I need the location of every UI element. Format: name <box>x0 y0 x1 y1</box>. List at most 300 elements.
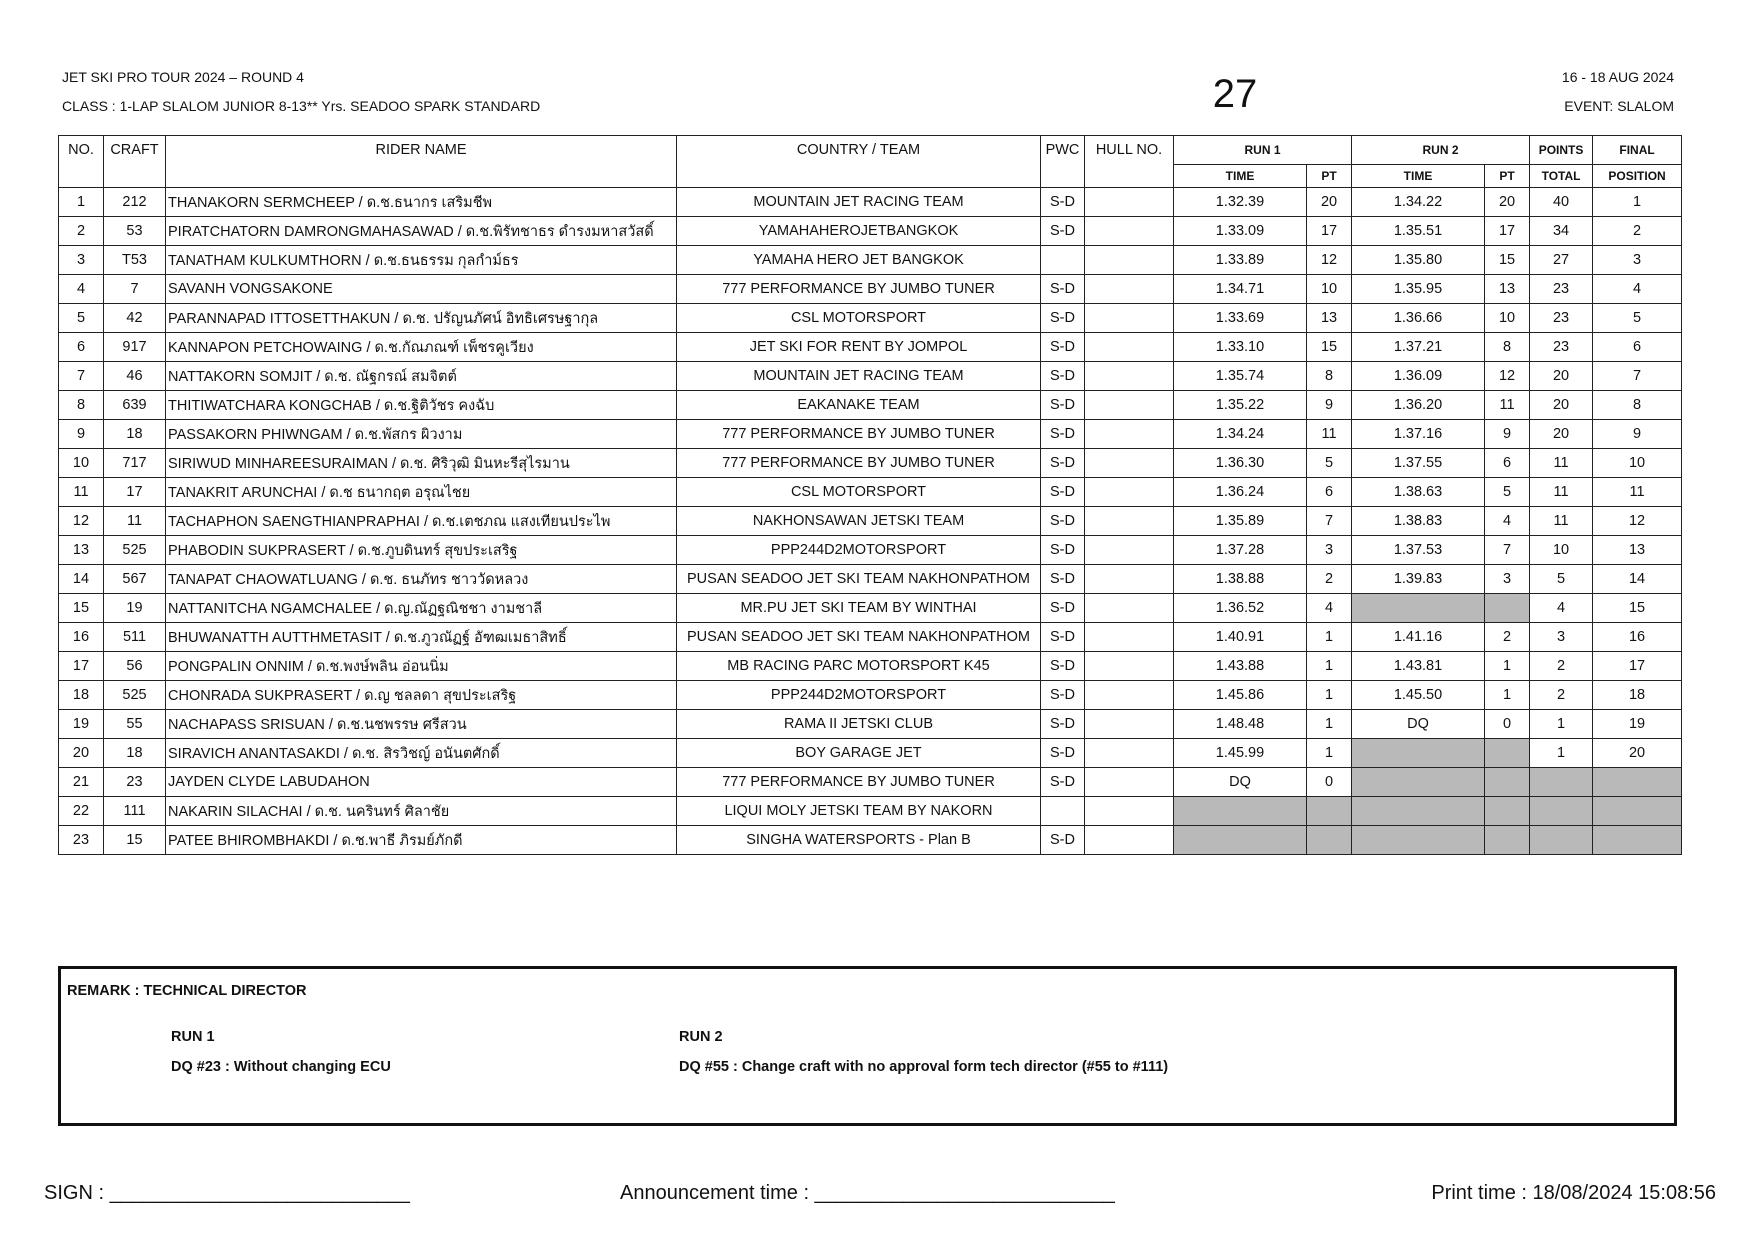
cell-hull-no <box>1085 710 1174 739</box>
cell-run1-pt: 1 <box>1307 623 1352 652</box>
cell-pwc: S-D <box>1041 304 1085 333</box>
cell-run1-time: 1.33.89 <box>1174 246 1307 275</box>
header-final-position: POSITION <box>1593 165 1682 188</box>
cell-run1-pt: 10 <box>1307 275 1352 304</box>
cell-points-total: 11 <box>1530 478 1593 507</box>
page-number: 27 <box>1212 72 1258 116</box>
cell-run1-time: 1.40.91 <box>1174 623 1307 652</box>
header-final: FINAL <box>1593 136 1682 165</box>
cell-pwc: S-D <box>1041 594 1085 623</box>
table-row <box>59 768 1682 797</box>
cell-run2-time <box>1352 739 1485 768</box>
table-row <box>59 594 1682 623</box>
cell-hull-no <box>1085 304 1174 333</box>
cell-run2-pt: 15 <box>1485 246 1530 275</box>
cell-run2-time: 1.38.63 <box>1352 478 1485 507</box>
cell-no: 6 <box>59 333 104 362</box>
header-country-team: COUNTRY / TEAM <box>677 136 1041 188</box>
cell-hull-no <box>1085 797 1174 826</box>
cell-hull-no <box>1085 681 1174 710</box>
table-row <box>59 478 1682 507</box>
cell-points-total <box>1530 797 1593 826</box>
cell-run2-time: 1.43.81 <box>1352 652 1485 681</box>
cell-hull-no <box>1085 594 1174 623</box>
cell-run1-pt: 20 <box>1307 188 1352 217</box>
cell-run1-pt: 1 <box>1307 710 1352 739</box>
cell-rider-name: PONGPALIN ONNIM / ด.ช.พงษ์พลิน อ่อนนิ่ม <box>166 652 677 681</box>
cell-craft: 18 <box>104 739 166 768</box>
cell-hull-no <box>1085 362 1174 391</box>
cell-run1-pt: 9 <box>1307 391 1352 420</box>
cell-run2-pt: 3 <box>1485 565 1530 594</box>
cell-hull-no <box>1085 449 1174 478</box>
remark-run1-text: DQ #23 : Without changing ECU <box>171 1059 391 1075</box>
table-row <box>59 623 1682 652</box>
cell-craft: 17 <box>104 478 166 507</box>
table-row <box>59 362 1682 391</box>
cell-run1-time: 1.32.39 <box>1174 188 1307 217</box>
cell-run1-time: 1.38.88 <box>1174 565 1307 594</box>
cell-craft: 15 <box>104 826 166 855</box>
cell-no: 11 <box>59 478 104 507</box>
cell-rider-name: TACHAPHON SAENGTHIANPRAPHAI / ด.ช.เตชภณ แสงเทียนประไพ <box>166 507 677 536</box>
cell-run1-time: 1.36.52 <box>1174 594 1307 623</box>
cell-craft: 53 <box>104 217 166 246</box>
header-hull-no: HULL NO. <box>1085 136 1174 188</box>
cell-craft: 7 <box>104 275 166 304</box>
table-row <box>59 710 1682 739</box>
table-row <box>59 188 1682 217</box>
cell-rider-name: TANAPAT CHAOWATLUANG / ด.ช. ธนภัทร ชาววัดหลวง <box>166 565 677 594</box>
table-row <box>59 536 1682 565</box>
cell-no: 14 <box>59 565 104 594</box>
cell-team: 777 PERFORMANCE BY JUMBO TUNER <box>677 449 1041 478</box>
cell-points-total: 27 <box>1530 246 1593 275</box>
cell-team: RAMA II JETSKI CLUB <box>677 710 1041 739</box>
cell-run1-time: 1.35.22 <box>1174 391 1307 420</box>
cell-no: 18 <box>59 681 104 710</box>
announcement-line: Announcement time : ___________________________ <box>620 1182 1115 1204</box>
cell-no: 17 <box>59 652 104 681</box>
cell-team: JET SKI FOR RENT BY JOMPOL <box>677 333 1041 362</box>
cell-points-total <box>1530 826 1593 855</box>
cell-rider-name: SIRIWUD MINHAREESURAIMAN / ด.ช. ศิริวุฒิ มินหะรีสุไรมาน <box>166 449 677 478</box>
cell-rider-name: THANAKORN SERMCHEEP / ด.ช.ธนากร เสริมชีพ <box>166 188 677 217</box>
cell-no: 12 <box>59 507 104 536</box>
cell-craft: 56 <box>104 652 166 681</box>
cell-run2-pt: 8 <box>1485 333 1530 362</box>
cell-run2-time: 1.36.20 <box>1352 391 1485 420</box>
cell-run2-time: 1.37.16 <box>1352 420 1485 449</box>
table-row <box>59 217 1682 246</box>
header-rider-name: RIDER NAME <box>166 136 677 188</box>
cell-run2-pt: 4 <box>1485 507 1530 536</box>
cell-hull-no <box>1085 826 1174 855</box>
cell-run2-pt: 17 <box>1485 217 1530 246</box>
cell-team: YAMAHAHEROJETBANGKOK <box>677 217 1041 246</box>
cell-run1-time <box>1174 797 1307 826</box>
cell-run1-pt: 0 <box>1307 768 1352 797</box>
cell-hull-no <box>1085 623 1174 652</box>
cell-run1-time: 1.45.86 <box>1174 681 1307 710</box>
cell-points-total: 23 <box>1530 333 1593 362</box>
event-title: JET SKI PRO TOUR 2024 – ROUND 4 <box>62 69 304 85</box>
cell-no: 1 <box>59 188 104 217</box>
cell-craft: 55 <box>104 710 166 739</box>
cell-team: PUSAN SEADOO JET SKI TEAM NAKHONPATHOM <box>677 623 1041 652</box>
cell-team: MB RACING PARC MOTORSPORT K45 <box>677 652 1041 681</box>
cell-craft: 42 <box>104 304 166 333</box>
cell-no: 20 <box>59 739 104 768</box>
event-dates: 16 - 18 AUG 2024 <box>1561 69 1674 85</box>
cell-rider-name: SIRAVICH ANANTASAKDI / ด.ช. สิรวิชญ์ อนันตศักดิ์ <box>166 739 677 768</box>
cell-run1-pt: 1 <box>1307 739 1352 768</box>
cell-pwc <box>1041 246 1085 275</box>
cell-run2-time: 1.37.21 <box>1352 333 1485 362</box>
cell-run2-pt <box>1485 739 1530 768</box>
cell-rider-name: PIRATCHATORN DAMRONGMAHASAWAD / ด.ช.พิรัทชาธร ดำรงมหาสวัสดิ์ <box>166 217 677 246</box>
cell-run2-time: 1.35.51 <box>1352 217 1485 246</box>
cell-run1-time: 1.36.24 <box>1174 478 1307 507</box>
table-row <box>59 826 1682 855</box>
cell-run1-time: 1.34.71 <box>1174 275 1307 304</box>
cell-run2-time: DQ <box>1352 710 1485 739</box>
cell-pwc: S-D <box>1041 217 1085 246</box>
cell-no: 19 <box>59 710 104 739</box>
table-row <box>59 797 1682 826</box>
class-line: CLASS : 1-LAP SLALOM JUNIOR 8-13** Yrs. SEADOO SPARK STANDARD <box>62 98 541 114</box>
sign-line: SIGN : ___________________________ <box>44 1182 410 1204</box>
cell-hull-no <box>1085 420 1174 449</box>
cell-points-total: 3 <box>1530 623 1593 652</box>
cell-final-position: 19 <box>1593 710 1682 739</box>
cell-no: 16 <box>59 623 104 652</box>
cell-run1-time: 1.35.89 <box>1174 507 1307 536</box>
header-run1-time: TIME <box>1174 165 1307 188</box>
cell-final-position: 2 <box>1593 217 1682 246</box>
cell-pwc: S-D <box>1041 739 1085 768</box>
cell-craft: 23 <box>104 768 166 797</box>
cell-run1-time: 1.34.24 <box>1174 420 1307 449</box>
cell-no: 21 <box>59 768 104 797</box>
cell-rider-name: NATTANITCHA NGAMCHALEE / ด.ญ.ณัฏฐณิชชา งามชาลี <box>166 594 677 623</box>
cell-final-position: 14 <box>1593 565 1682 594</box>
cell-craft: 18 <box>104 420 166 449</box>
cell-points-total: 11 <box>1530 507 1593 536</box>
cell-run2-pt: 5 <box>1485 478 1530 507</box>
table-row <box>59 565 1682 594</box>
cell-hull-no <box>1085 391 1174 420</box>
cell-final-position: 8 <box>1593 391 1682 420</box>
cell-run2-pt <box>1485 594 1530 623</box>
cell-craft: 717 <box>104 449 166 478</box>
cell-rider-name: NATTAKORN SOMJIT / ด.ช. ณัฐกรณ์ สมจิตต์ <box>166 362 677 391</box>
cell-pwc: S-D <box>1041 768 1085 797</box>
cell-run2-time: 1.36.66 <box>1352 304 1485 333</box>
cell-run1-time: 1.35.74 <box>1174 362 1307 391</box>
cell-final-position <box>1593 797 1682 826</box>
cell-team: SINGHA WATERSPORTS - Plan B <box>677 826 1041 855</box>
cell-points-total: 23 <box>1530 275 1593 304</box>
cell-run2-pt: 11 <box>1485 391 1530 420</box>
cell-points-total <box>1530 768 1593 797</box>
cell-rider-name: CHONRADA SUKPRASERT / ด.ญ ชลลดา สุขประเสริฐ <box>166 681 677 710</box>
cell-no: 8 <box>59 391 104 420</box>
cell-final-position: 16 <box>1593 623 1682 652</box>
cell-no: 2 <box>59 217 104 246</box>
cell-pwc: S-D <box>1041 507 1085 536</box>
event-type: EVENT: SLALOM <box>1564 98 1674 114</box>
cell-points-total: 2 <box>1530 681 1593 710</box>
cell-pwc: S-D <box>1041 391 1085 420</box>
cell-pwc: S-D <box>1041 565 1085 594</box>
cell-no: 23 <box>59 826 104 855</box>
cell-hull-no <box>1085 275 1174 304</box>
cell-craft: T53 <box>104 246 166 275</box>
cell-final-position: 18 <box>1593 681 1682 710</box>
cell-hull-no <box>1085 188 1174 217</box>
cell-run2-time: 1.34.22 <box>1352 188 1485 217</box>
cell-team: EAKANAKE TEAM <box>677 391 1041 420</box>
cell-no: 5 <box>59 304 104 333</box>
cell-run2-pt <box>1485 768 1530 797</box>
header-craft: CRAFT <box>104 136 166 188</box>
cell-run1-pt <box>1307 826 1352 855</box>
cell-rider-name: PATEE BHIROMBHAKDI / ด.ช.พาธี ภิรมย์ภักดี <box>166 826 677 855</box>
header-points: POINTS <box>1530 136 1593 165</box>
cell-hull-no <box>1085 565 1174 594</box>
cell-points-total: 20 <box>1530 391 1593 420</box>
cell-run2-time: 1.35.95 <box>1352 275 1485 304</box>
cell-run2-pt: 0 <box>1485 710 1530 739</box>
cell-points-total: 4 <box>1530 594 1593 623</box>
header-points-total: TOTAL <box>1530 165 1593 188</box>
cell-hull-no <box>1085 652 1174 681</box>
cell-hull-no <box>1085 478 1174 507</box>
cell-no: 13 <box>59 536 104 565</box>
cell-final-position: 1 <box>1593 188 1682 217</box>
remark-run2-label: RUN 2 <box>679 1029 723 1045</box>
table-row <box>59 333 1682 362</box>
cell-final-position: 3 <box>1593 246 1682 275</box>
cell-final-position <box>1593 826 1682 855</box>
cell-rider-name: PASSAKORN PHIWNGAM / ด.ช.พัสกร ผิวงาม <box>166 420 677 449</box>
cell-points-total: 20 <box>1530 420 1593 449</box>
cell-points-total: 1 <box>1530 739 1593 768</box>
cell-craft: 11 <box>104 507 166 536</box>
cell-final-position: 11 <box>1593 478 1682 507</box>
cell-team: CSL MOTORSPORT <box>677 304 1041 333</box>
cell-pwc: S-D <box>1041 420 1085 449</box>
cell-pwc: S-D <box>1041 362 1085 391</box>
cell-run1-time: 1.37.28 <box>1174 536 1307 565</box>
cell-craft: 212 <box>104 188 166 217</box>
cell-team: PPP244D2MOTORSPORT <box>677 681 1041 710</box>
cell-run2-time: 1.45.50 <box>1352 681 1485 710</box>
cell-final-position: 5 <box>1593 304 1682 333</box>
table-row <box>59 391 1682 420</box>
cell-hull-no <box>1085 768 1174 797</box>
cell-team: BOY GARAGE JET <box>677 739 1041 768</box>
cell-rider-name: SAVANH VONGSAKONE <box>166 275 677 304</box>
cell-final-position: 13 <box>1593 536 1682 565</box>
cell-pwc: S-D <box>1041 681 1085 710</box>
cell-team: LIQUI MOLY JETSKI TEAM BY NAKORN <box>677 797 1041 826</box>
cell-run1-pt: 7 <box>1307 507 1352 536</box>
header-pwc: PWC <box>1041 136 1085 188</box>
cell-hull-no <box>1085 507 1174 536</box>
table-row <box>59 420 1682 449</box>
cell-points-total: 5 <box>1530 565 1593 594</box>
cell-points-total: 20 <box>1530 362 1593 391</box>
cell-run2-pt: 1 <box>1485 681 1530 710</box>
cell-rider-name: TANATHAM KULKUMTHORN / ด.ช.ธนธรรม กุลกำม์ธร <box>166 246 677 275</box>
cell-final-position <box>1593 768 1682 797</box>
cell-craft: 525 <box>104 681 166 710</box>
cell-team: NAKHONSAWAN JETSKI TEAM <box>677 507 1041 536</box>
cell-run1-pt: 5 <box>1307 449 1352 478</box>
header-no: NO. <box>59 136 104 188</box>
cell-rider-name: BHUWANATTH AUTTHMETASIT / ด.ช.ภูวณัฏฐ์ อัฑฒเมธาสิทธิ์ <box>166 623 677 652</box>
results-table <box>58 135 1682 855</box>
cell-run2-pt: 1 <box>1485 652 1530 681</box>
cell-final-position: 9 <box>1593 420 1682 449</box>
cell-points-total: 11 <box>1530 449 1593 478</box>
cell-pwc: S-D <box>1041 275 1085 304</box>
cell-run2-pt <box>1485 797 1530 826</box>
cell-hull-no <box>1085 246 1174 275</box>
cell-hull-no <box>1085 217 1174 246</box>
cell-rider-name: PHABODIN SUKPRASERT / ด.ช.ภูบดินทร์ สุขประเสริฐ <box>166 536 677 565</box>
cell-craft: 525 <box>104 536 166 565</box>
cell-run1-time: 1.33.10 <box>1174 333 1307 362</box>
cell-run2-pt <box>1485 826 1530 855</box>
cell-run1-time: 1.33.69 <box>1174 304 1307 333</box>
cell-run2-pt: 12 <box>1485 362 1530 391</box>
remark-run2-text: DQ #55 : Change craft with no approval form tech director (#55 to #111) <box>679 1059 1169 1075</box>
cell-rider-name: NAKARIN SILACHAI / ด.ช. นครินทร์ ศิลาชัย <box>166 797 677 826</box>
cell-rider-name: PARANNAPAD ITTOSETTHAKUN / ด.ช. ปรัญนภัศน์ อิทธิเศรษฐากุล <box>166 304 677 333</box>
cell-run2-pt: 9 <box>1485 420 1530 449</box>
cell-rider-name: KANNAPON PETCHOWAING / ด.ช.กัณภณฑ์ เพ็ชรคูเวียง <box>166 333 677 362</box>
cell-final-position: 10 <box>1593 449 1682 478</box>
cell-pwc: S-D <box>1041 536 1085 565</box>
cell-team: 777 PERFORMANCE BY JUMBO TUNER <box>677 420 1041 449</box>
cell-final-position: 12 <box>1593 507 1682 536</box>
cell-run1-pt: 13 <box>1307 304 1352 333</box>
cell-run2-time <box>1352 797 1485 826</box>
cell-run2-pt: 6 <box>1485 449 1530 478</box>
cell-no: 10 <box>59 449 104 478</box>
cell-run2-pt: 20 <box>1485 188 1530 217</box>
cell-points-total: 34 <box>1530 217 1593 246</box>
remark-box <box>58 966 1677 1126</box>
cell-pwc: S-D <box>1041 333 1085 362</box>
cell-run1-time: 1.43.88 <box>1174 652 1307 681</box>
table-row <box>59 275 1682 304</box>
cell-run1-pt: 2 <box>1307 565 1352 594</box>
cell-run1-pt <box>1307 797 1352 826</box>
cell-team: MOUNTAIN JET RACING TEAM <box>677 188 1041 217</box>
cell-run2-pt: 13 <box>1485 275 1530 304</box>
cell-run1-time <box>1174 826 1307 855</box>
cell-rider-name: JAYDEN CLYDE LABUDAHON <box>166 768 677 797</box>
table-row <box>59 681 1682 710</box>
cell-run1-pt: 12 <box>1307 246 1352 275</box>
cell-no: 3 <box>59 246 104 275</box>
cell-pwc <box>1041 797 1085 826</box>
cell-final-position: 6 <box>1593 333 1682 362</box>
header-run2-pt: PT <box>1485 165 1530 188</box>
cell-run2-time: 1.41.16 <box>1352 623 1485 652</box>
cell-craft: 46 <box>104 362 166 391</box>
cell-pwc: S-D <box>1041 826 1085 855</box>
remark-run1-label: RUN 1 <box>171 1029 215 1045</box>
cell-rider-name: NACHAPASS SRISUAN / ด.ช.นชพรรษ ศรีสวน <box>166 710 677 739</box>
cell-run1-time: DQ <box>1174 768 1307 797</box>
cell-points-total: 2 <box>1530 652 1593 681</box>
cell-pwc: S-D <box>1041 652 1085 681</box>
cell-run1-time: 1.36.30 <box>1174 449 1307 478</box>
cell-run1-time: 1.48.48 <box>1174 710 1307 739</box>
cell-no: 7 <box>59 362 104 391</box>
cell-run2-time <box>1352 826 1485 855</box>
cell-run1-time: 1.33.09 <box>1174 217 1307 246</box>
cell-final-position: 7 <box>1593 362 1682 391</box>
results-body <box>59 188 1682 855</box>
cell-final-position: 15 <box>1593 594 1682 623</box>
cell-hull-no <box>1085 536 1174 565</box>
cell-no: 9 <box>59 420 104 449</box>
cell-final-position: 17 <box>1593 652 1682 681</box>
cell-run2-pt: 2 <box>1485 623 1530 652</box>
cell-run2-time: 1.36.09 <box>1352 362 1485 391</box>
cell-final-position: 20 <box>1593 739 1682 768</box>
cell-craft: 639 <box>104 391 166 420</box>
cell-run1-pt: 1 <box>1307 681 1352 710</box>
cell-team: PUSAN SEADOO JET SKI TEAM NAKHONPATHOM <box>677 565 1041 594</box>
cell-craft: 111 <box>104 797 166 826</box>
header-run1-pt: PT <box>1307 165 1352 188</box>
cell-run1-pt: 17 <box>1307 217 1352 246</box>
table-row <box>59 739 1682 768</box>
cell-team: PPP244D2MOTORSPORT <box>677 536 1041 565</box>
cell-run1-pt: 8 <box>1307 362 1352 391</box>
cell-pwc: S-D <box>1041 623 1085 652</box>
cell-run2-time <box>1352 768 1485 797</box>
table-row <box>59 246 1682 275</box>
header-run2-time: TIME <box>1352 165 1485 188</box>
cell-run1-pt: 15 <box>1307 333 1352 362</box>
cell-run2-time: 1.37.53 <box>1352 536 1485 565</box>
cell-pwc: S-D <box>1041 449 1085 478</box>
cell-run1-time: 1.45.99 <box>1174 739 1307 768</box>
cell-run2-pt: 7 <box>1485 536 1530 565</box>
cell-no: 4 <box>59 275 104 304</box>
table-row <box>59 449 1682 478</box>
table-row <box>59 507 1682 536</box>
cell-craft: 19 <box>104 594 166 623</box>
cell-craft: 511 <box>104 623 166 652</box>
cell-team: 777 PERFORMANCE BY JUMBO TUNER <box>677 275 1041 304</box>
cell-pwc: S-D <box>1041 478 1085 507</box>
cell-team: YAMAHA HERO JET BANGKOK <box>677 246 1041 275</box>
cell-pwc: S-D <box>1041 710 1085 739</box>
cell-run2-time: 1.39.83 <box>1352 565 1485 594</box>
cell-run2-time <box>1352 594 1485 623</box>
table-row <box>59 652 1682 681</box>
cell-no: 15 <box>59 594 104 623</box>
